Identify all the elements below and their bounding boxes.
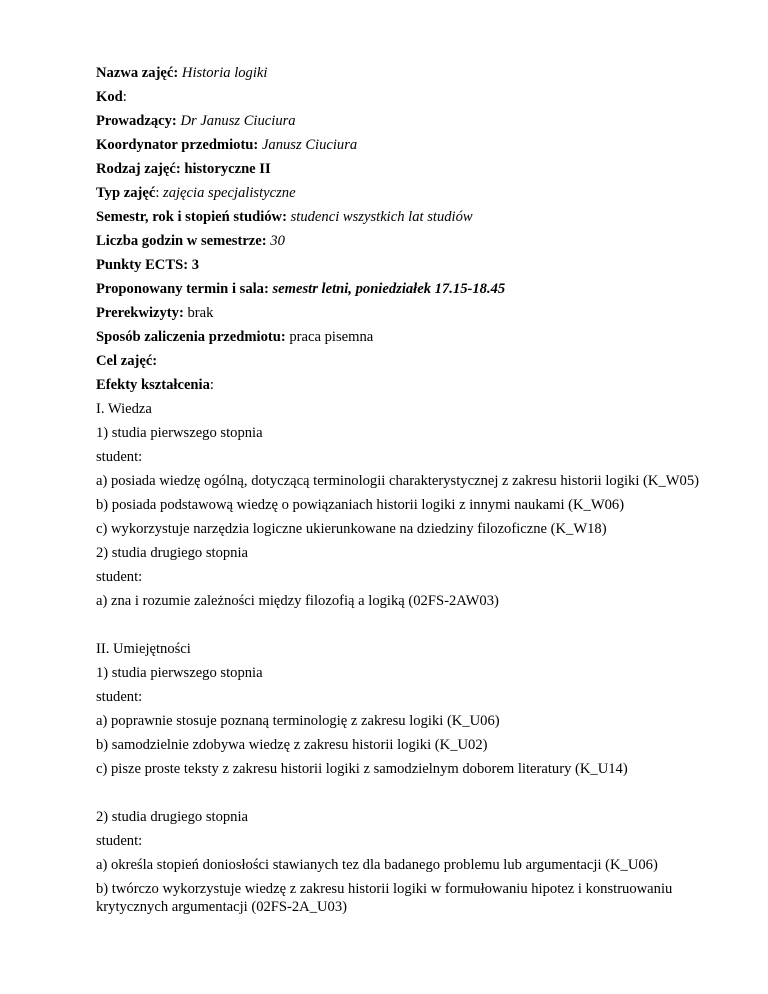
lecturer-value: Dr Janusz Ciuciura <box>180 113 296 129</box>
skills-second-item: a) określa stopień doniosłości stawianych tez dla badanego problemu lub argumentacji (K_U06) <box>96 857 658 873</box>
document-page <box>96 64 706 922</box>
class-type-line <box>96 184 706 202</box>
goal-label: Cel zajęć: <box>96 353 158 369</box>
term-room-line <box>96 280 706 298</box>
coordinator-value: Janusz Ciuciura <box>261 137 358 153</box>
class-kind-line <box>96 160 706 178</box>
knowledge-second-degree-title: 2) studia drugiego stopnia <box>96 545 248 561</box>
hours-line <box>96 232 706 250</box>
code-line <box>96 88 706 106</box>
semester-line <box>96 208 706 226</box>
skills-first-item: c) pisze proste teksty z zakresu historii logiki z samodzielnym doborem literatury (K_U14) <box>96 761 628 777</box>
term-room-value: semestr letni, poniedziałek 17.15-18.45 <box>272 281 506 297</box>
class-type-separator: : <box>155 185 160 201</box>
knowledge-first-item: b) posiada podstawową wiedzę o powiązaniach historii logiki z innymi naukami (K_W06) <box>96 497 625 513</box>
course-name-label: Nazwa zajęć: <box>96 65 179 81</box>
assessment-label: Sposób zaliczenia przedmiotu: <box>96 329 286 345</box>
outcomes-label: Efekty kształcenia <box>96 377 210 393</box>
prerequisites-line <box>96 304 706 322</box>
term-room-label: Proponowany termin i sala: <box>96 281 269 297</box>
skills-section-title: II. Umiejętności <box>96 641 191 657</box>
skills-first-degree-title: 1) studia pierwszego stopnia <box>96 665 263 681</box>
class-type-value: zajęcia specjalistyczne <box>163 185 296 201</box>
section-spacer <box>96 616 706 634</box>
skills-second-degree-title: 2) studia drugiego stopnia <box>96 809 248 825</box>
assessment-value: praca pisemna <box>289 329 374 345</box>
outcomes-line <box>96 376 706 394</box>
course-name-line <box>96 64 706 82</box>
coordinator-label: Koordynator przedmiotu: <box>96 137 259 153</box>
knowledge-first-degree-title: 1) studia pierwszego stopnia <box>96 425 263 441</box>
knowledge-first-item: c) wykorzystuje narzędzia logiczne ukierunkowane na dziedziny filozoficzne (K_W18) <box>96 521 607 537</box>
section-spacer <box>96 784 706 802</box>
skills-second-degree-student: student: <box>96 833 143 849</box>
ects-label: Punkty ECTS: 3 <box>96 257 199 273</box>
code-separator: : <box>122 89 127 105</box>
assessment-line <box>96 328 706 346</box>
goal-line <box>96 352 706 370</box>
class-kind-label: Rodzaj zajęć: historyczne II <box>96 161 271 177</box>
knowledge-first-item: a) posiada wiedzę ogólną, dotyczącą terminologii charakterystycznej z zakresu historii logiki (K_W05) <box>96 473 699 489</box>
prerequisites-label: Prerekwizyty: <box>96 305 184 321</box>
ects-line <box>96 256 706 274</box>
knowledge-second-item: a) zna i rozumie zależności między filozofią a logiką (02FS-2AW03) <box>96 593 499 609</box>
course-name-value: Historia logiki <box>181 65 268 81</box>
code-label: Kod <box>96 89 123 105</box>
skills-first-item: b) samodzielnie zdobywa wiedzę z zakresu historii logiki (K_U02) <box>96 737 488 753</box>
prerequisites-value: brak <box>187 305 214 321</box>
hours-value: 30 <box>270 233 285 249</box>
skills-first-item: a) poprawnie stosuje poznaną terminologię z zakresu logiki (K_U06) <box>96 713 500 729</box>
coordinator-line <box>96 136 706 154</box>
semester-value: studenci wszystkich lat studiów <box>290 209 473 225</box>
knowledge-second-degree-student: student: <box>96 569 143 585</box>
lecturer-label: Prowadzący: <box>96 113 177 129</box>
knowledge-section-title: I. Wiedza <box>96 401 152 417</box>
hours-label: Liczba godzin w semestrze: <box>96 233 267 249</box>
outcomes-separator: : <box>209 377 214 393</box>
class-type-label: Typ zajęć <box>96 185 156 201</box>
lecturer-line <box>96 112 706 130</box>
skills-first-degree-student: student: <box>96 689 143 705</box>
semester-label: Semestr, rok i stopień studiów: <box>96 209 287 225</box>
knowledge-first-degree-student: student: <box>96 449 143 465</box>
skills-second-item: b) twórczo wykorzystuje wiedzę z zakresu historii logiki w formułowaniu hipotez i konstruowaniu krytycznych argumentacji (02FS-2A_U03) <box>96 881 673 915</box>
